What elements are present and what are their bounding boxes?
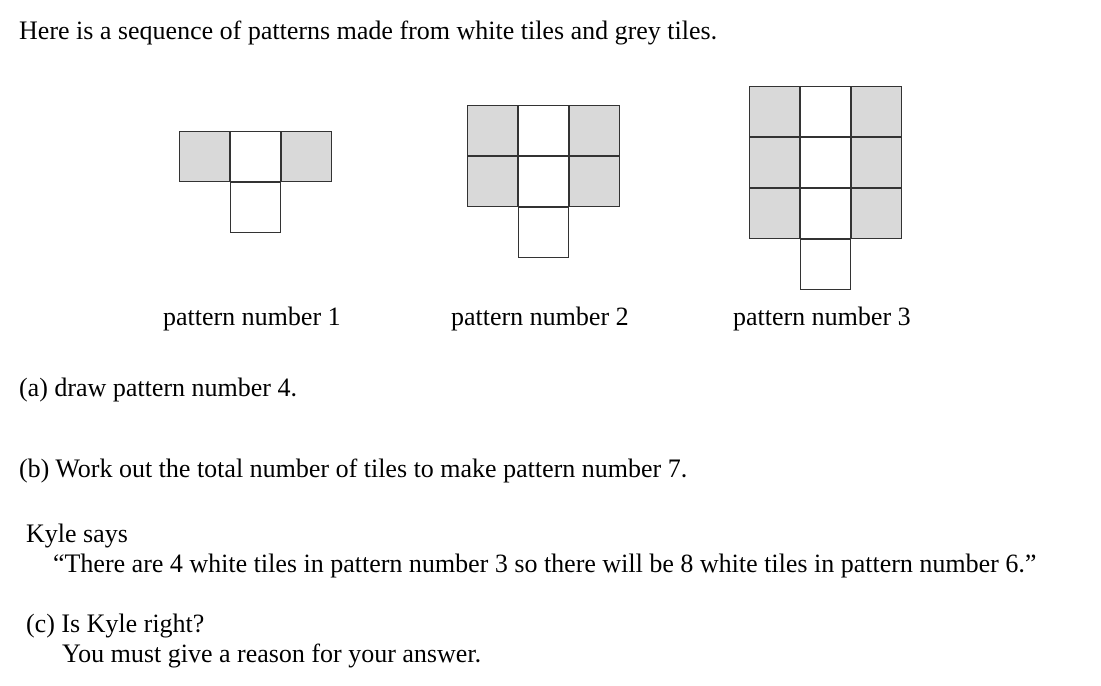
white-tile	[518, 105, 569, 156]
white-tile	[800, 188, 851, 239]
grey-tile	[851, 188, 902, 239]
question-a: (a) draw pattern number 4.	[19, 373, 297, 402]
pattern-3	[749, 86, 903, 291]
grey-tile	[749, 86, 800, 137]
question-b: (b) Work out the total number of tiles to make pattern number 7.	[19, 454, 688, 483]
grey-tile	[851, 86, 902, 137]
grey-tile	[569, 105, 620, 156]
white-tile	[800, 239, 851, 290]
pattern-2-label: pattern number 2	[451, 302, 629, 331]
white-tile	[800, 86, 851, 137]
grey-tile	[569, 156, 620, 207]
kyle-quote: “There are 4 white tiles in pattern number 3 so there will be 8 white tiles in pattern number 6.”	[53, 549, 1037, 578]
grey-tile	[467, 156, 518, 207]
grey-tile	[281, 131, 332, 182]
intro-text: Here is a sequence of patterns made from white tiles and grey tiles.	[19, 16, 718, 45]
grey-tile	[749, 137, 800, 188]
grey-tile	[179, 131, 230, 182]
pattern-3-label: pattern number 3	[733, 302, 911, 331]
pattern-1	[179, 131, 332, 234]
white-tile	[230, 131, 281, 182]
white-tile	[518, 156, 569, 207]
kyle-says: Kyle says	[26, 519, 128, 548]
question-c-instruction: You must give a reason for your answer.	[62, 639, 482, 668]
white-tile	[800, 137, 851, 188]
pattern-2	[467, 105, 620, 259]
pattern-1-label: pattern number 1	[163, 302, 341, 331]
grey-tile	[851, 137, 902, 188]
white-tile	[230, 182, 281, 233]
grey-tile	[749, 188, 800, 239]
grey-tile	[467, 105, 518, 156]
question-c: (c) Is Kyle right?	[26, 609, 205, 638]
white-tile	[518, 207, 569, 258]
